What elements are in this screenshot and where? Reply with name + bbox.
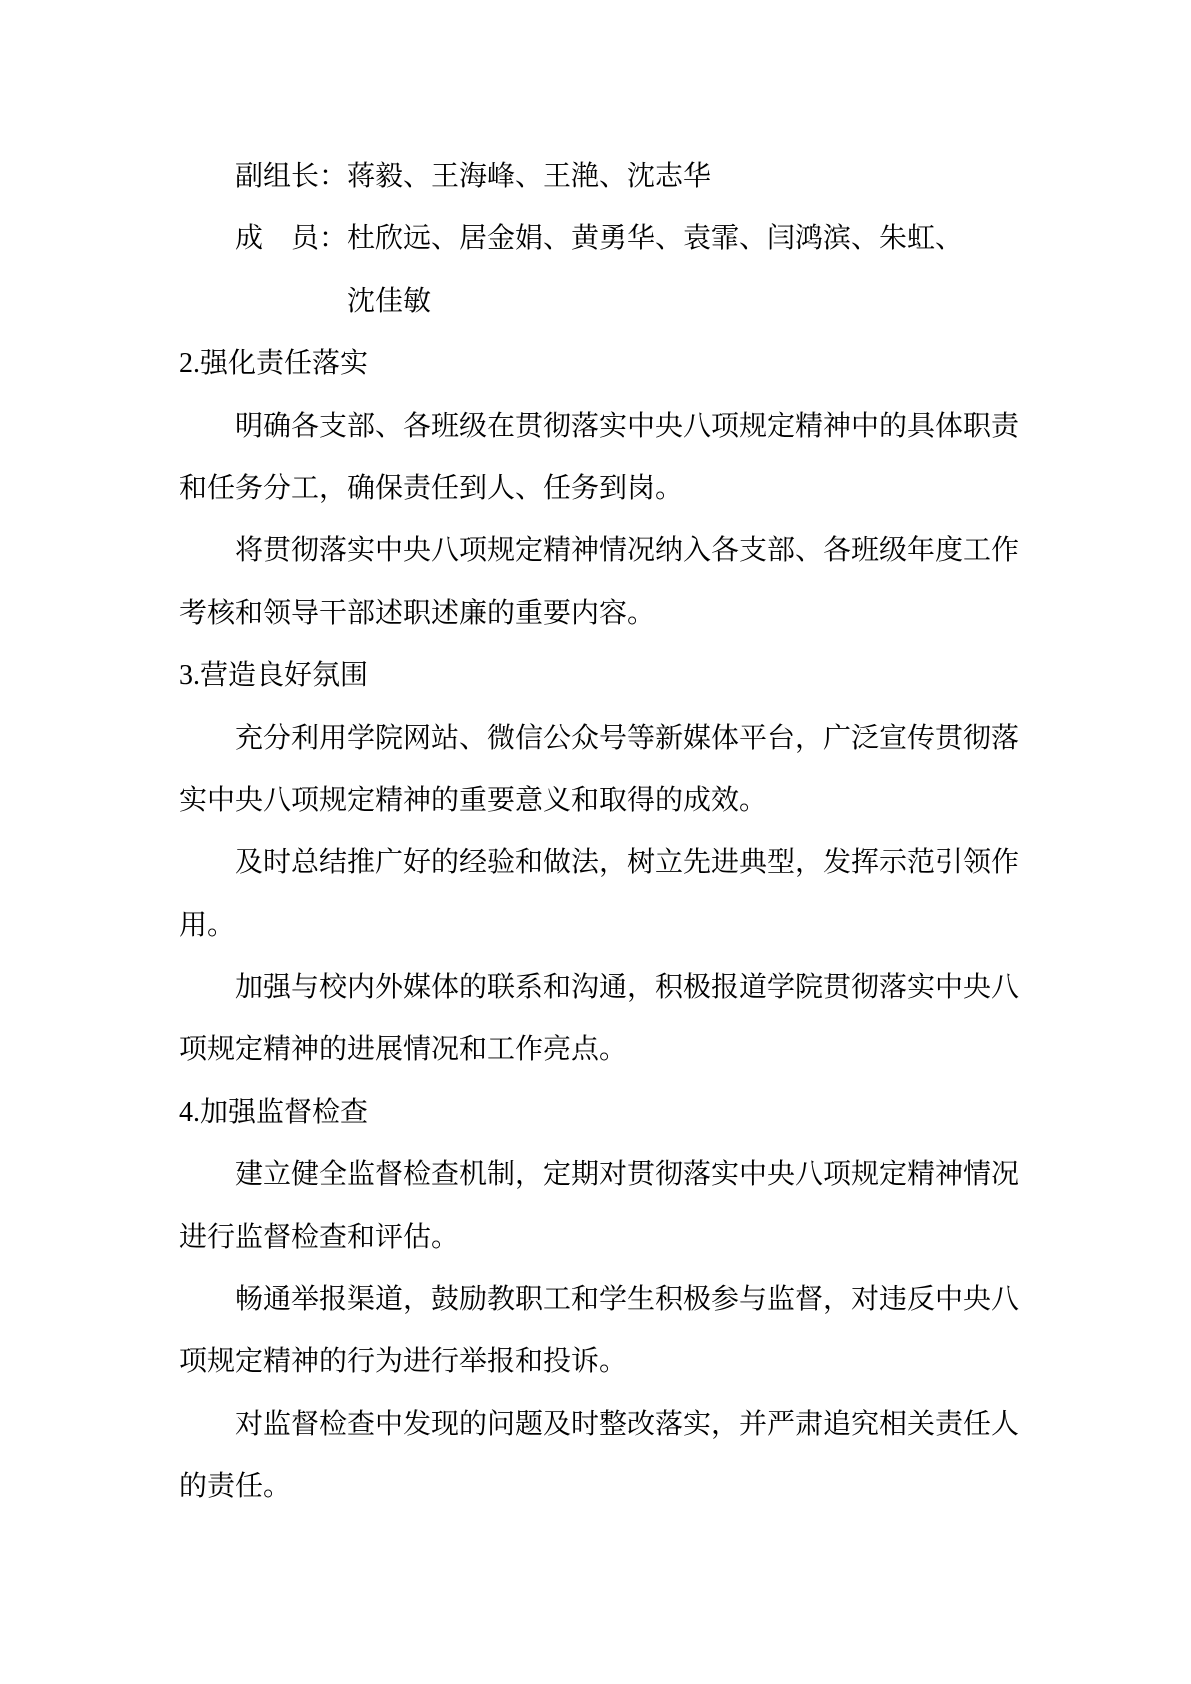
section-2-para-2-line-1: 将贯彻落实中央八项规定精神情况纳入各支部、各班级年度工作	[235, 535, 1020, 567]
section-3-para-2-line-2: 用。	[179, 909, 236, 941]
section-4-para-1-line-2: 进行监督检查和评估。	[179, 1221, 460, 1253]
section-3-para-1-line-2: 实中央八项规定精神的重要意义和取得的成效。	[179, 784, 768, 816]
deputy-leaders-line: 副组长：蒋毅、王海峰、王滟、沈志华	[235, 161, 712, 192]
section-3-para-3-line-1: 加强与校内外媒体的联系和沟通，积极报道学院贯彻落实中央八	[235, 972, 1020, 1004]
section-2-para-2-line-2: 考核和领导干部述职述廉的重要内容。	[179, 597, 656, 629]
section-3-para-3-line-2: 项规定精神的进展情况和工作亮点。	[179, 1034, 628, 1066]
section-4-para-2-line-2: 项规定精神的行为进行举报和投诉。	[179, 1346, 628, 1378]
section-3-para-1-line-1: 充分利用学院网站、微信公众号等新媒体平台，广泛宣传贯彻落	[235, 722, 1020, 754]
section-3-para-2-line-1: 及时总结推广好的经验和做法，树立先进典型，发挥示范引领作	[235, 847, 1020, 879]
section-4-para-3-line-1: 对监督检查中发现的问题及时整改落实，并严肃追究相关责任人	[235, 1408, 1020, 1440]
section-2-heading: 2.强化责任落实	[179, 348, 369, 380]
members-continuation-line: 沈佳敏	[347, 285, 432, 317]
document-body	[179, 146, 1027, 1519]
section-4-para-1-line-1: 建立健全监督检查机制，定期对贯彻落实中央八项规定精神情况	[235, 1159, 1020, 1191]
section-2-para-1-line-2: 和任务分工，确保责任到人、任务到岗。	[179, 472, 684, 504]
section-4-heading: 4.加强监督检查	[179, 1096, 369, 1128]
members-line: 成 员：杜欣远、居金娟、黄勇华、袁霏、闫鸿滨、朱虹、	[235, 223, 964, 255]
section-4-para-2-line-1: 畅通举报渠道，鼓励教职工和学生积极参与监督，对违反中央八	[235, 1284, 1020, 1316]
section-3-heading: 3.营造良好氛围	[179, 660, 369, 692]
section-2-para-1-line-1: 明确各支部、各班级在贯彻落实中央八项规定精神中的具体职责	[235, 410, 1020, 442]
section-4-para-3-line-2: 的责任。	[179, 1471, 292, 1503]
